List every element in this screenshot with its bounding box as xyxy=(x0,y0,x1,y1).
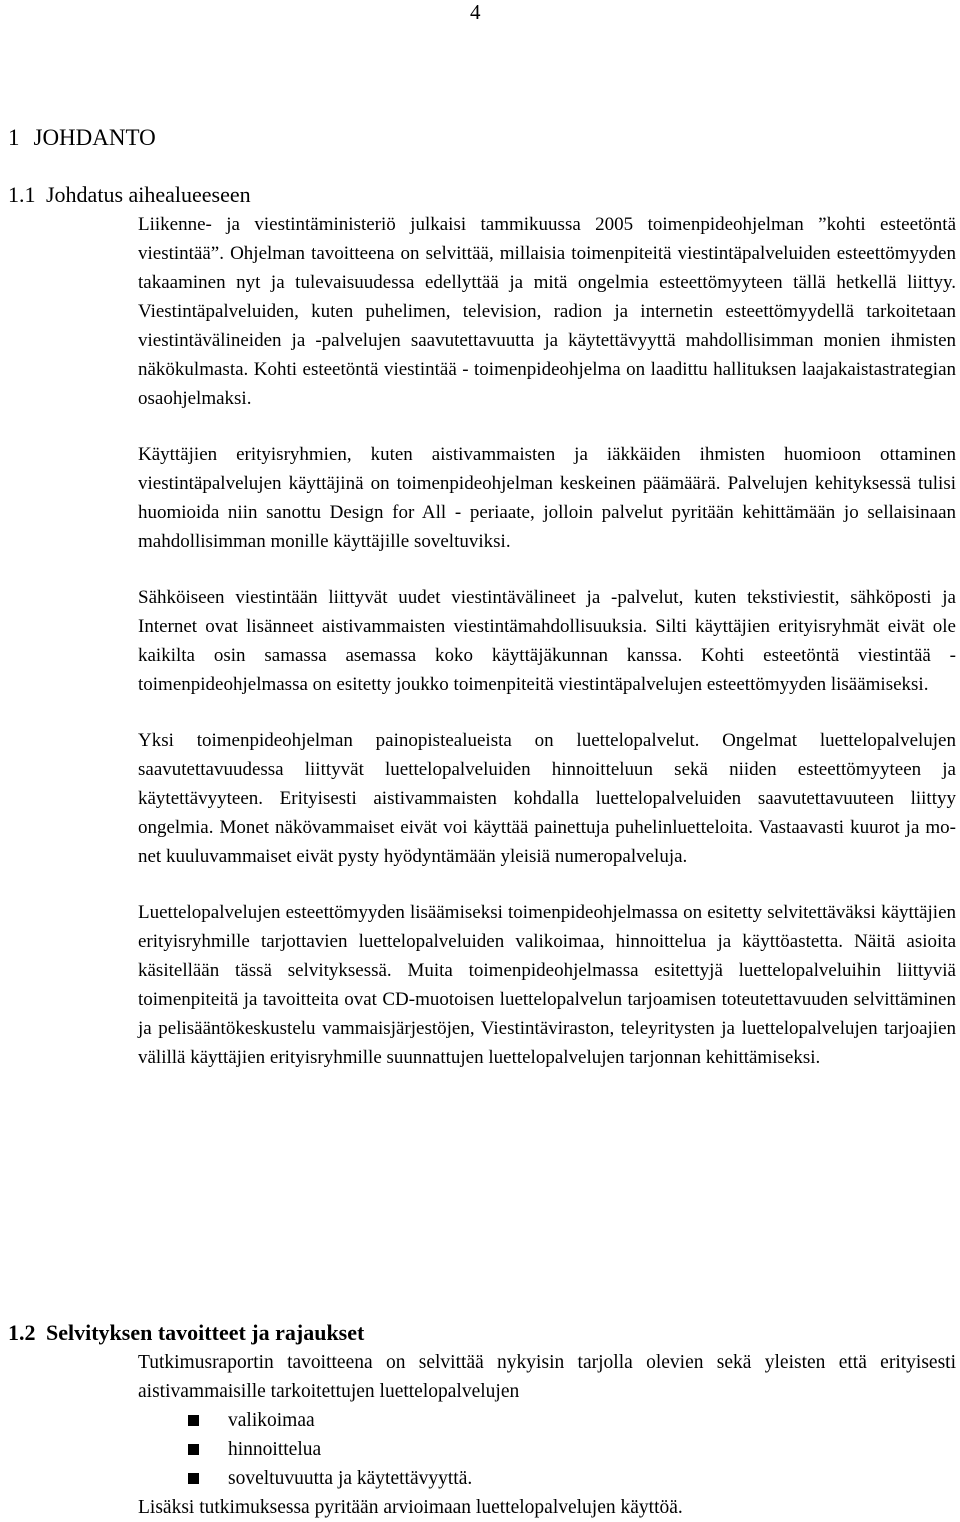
section-title: Johdatus aihealueeseen xyxy=(46,182,251,207)
chapter-title: JOHDANTO xyxy=(33,125,156,150)
section-title: Selvityksen tavoitteet ja rajaukset xyxy=(46,1320,365,1345)
list-item xyxy=(188,1464,956,1493)
list-item xyxy=(188,1435,956,1464)
page-number: 4 xyxy=(470,0,481,24)
section-number: 1.1 xyxy=(8,182,36,207)
chapter-heading xyxy=(8,124,156,152)
square-bullet-icon xyxy=(188,1444,199,1455)
paragraph: Luettelopalvelujen esteettömyyden lisäämiseksi toimenpideohjelmassa on esitetty selvitettäväksi käyttäjien erityisryhmille tarjottavien luettelopalveluiden valikoimaa, hinnoittelua ja käyttöastetta. Näitä asioita käsitellään tässä selvityksessä. Muita toimenpideohjelmassa esitettyjä luettelopalveluihin liittyviä toimenpiteitä ja tavoitteita ovat CD-muotoisen luettelopalvelun tarjoamisen toteutettavuuden selvittäminen ja pelisääntökeskustelu vammaisjärjestöjen, Viestintäviraston, teleyritysten ja luettelopalvelujen tarjoajien välillä käyttäjien erityisryhmille suunnattujen luettelopalvelujen tarjonnan kehittämiseksi. xyxy=(138,902,956,1068)
section-1-1-body xyxy=(138,210,956,1072)
square-bullet-icon xyxy=(188,1473,199,1484)
paragraph: Käyttäjien erityisryhmien, kuten aistivammaisten ja iäkkäiden ihmisten huomioon ottaminen viestintäpalvelujen käyttäjinä on toimenpideohjelman keskeinen päämäärä. Palvelujen kehityksessä tulisi huomioida niin sanottu Design for All - periaate, jolloin palvelut pyritään kehittämään jo sellaisinaan mahdollisimman monille käyttäjille soveltuviksi. xyxy=(138,444,956,552)
paragraph: Tutkimusraportin tavoitteena on selvittää nykyisin tarjolla olevien sekä yleisten että erityisesti aistivammaisille tarkoitettujen luettelopalvelujen xyxy=(138,1352,956,1402)
bullet-list xyxy=(138,1406,956,1493)
paragraph: Lisäksi tutkimuksessa pyritään arvioimaan luettelopalvelujen käyttöä. xyxy=(138,1497,683,1518)
section-1-2-body xyxy=(138,1348,956,1522)
section-number: 1.2 xyxy=(8,1320,36,1345)
list-item-text: soveltuvuutta ja käytettävyyttä. xyxy=(228,1468,473,1489)
paragraph: Liikenne- ja viestintäministeriö julkaisi tammikuussa 2005 toimenpideohjelman ”kohti esteetöntä viestintää”. Ohjelman tavoitteena on selvittää, millaisia toimenpiteitä viestintäpalveluiden esteettömyyden takaaminen nyt ja tulevaisuudessa edellyttää ja mitä ongelmia esteettömyyteen tällä hetkellä liittyy. Viestintäpalveluiden, kuten puhelimen, television, radion ja internetin esteettömyydellä tarkoitetaan viestintävälineiden ja -palvelujen saavutettavuutta ja käytettävyyttä mahdollisimman monien ihmisten näkökulmasta. Kohti esteetöntä viestintää - toimenpideohjelma on laadittu hallituksen laajakaistastrategian osaohjelmaksi. xyxy=(138,214,956,409)
chapter-number: 1 xyxy=(8,125,20,150)
section-heading-1-1 xyxy=(8,182,251,208)
paragraph: Sähköiseen viestintään liittyvät uudet viestintävälineet ja -palvelut, kuten tekstiviestit, sähköposti ja Internet ovat lisänneet aistivammaisten viestintämahdollisuuksia. Silti käyttäjien erityisryhmät eivät ole kaikilta osin samassa asemassa koko käyttäjäkunnan kanssa. Kohti esteetöntä viestintää -toimenpideohjelmassa on esitetty joukko toimenpiteitä viestintäpalvelujen esteettömyyden lisäämiseksi. xyxy=(138,587,956,695)
list-item-text: valikoimaa xyxy=(228,1410,315,1431)
square-bullet-icon xyxy=(188,1415,199,1426)
paragraph: Yksi toimenpideohjelman painopistealueista on luettelopalvelut. Ongelmat luettelopalvelujen saavutettavuudessa liittyvät luettelopalveluiden hinnoitteluun sekä niiden esteettömyyteen ja käytettävyyteen. Erityisesti aistivammaisten kohdalla luettelopalveluiden saavutettavuuteen liittyy ongelmia. Monet näkövammaiset eivät voi käyttää painettuja puhelinluetteloita. Vastaavasti kuurot ja monet kuuluvammaiset eivät pysty hyödyntämään yleisiä numeropalveluja. xyxy=(138,730,956,867)
list-item xyxy=(188,1406,956,1435)
list-item-text: hinnoittelua xyxy=(228,1439,322,1460)
section-heading-1-2 xyxy=(8,1320,364,1346)
